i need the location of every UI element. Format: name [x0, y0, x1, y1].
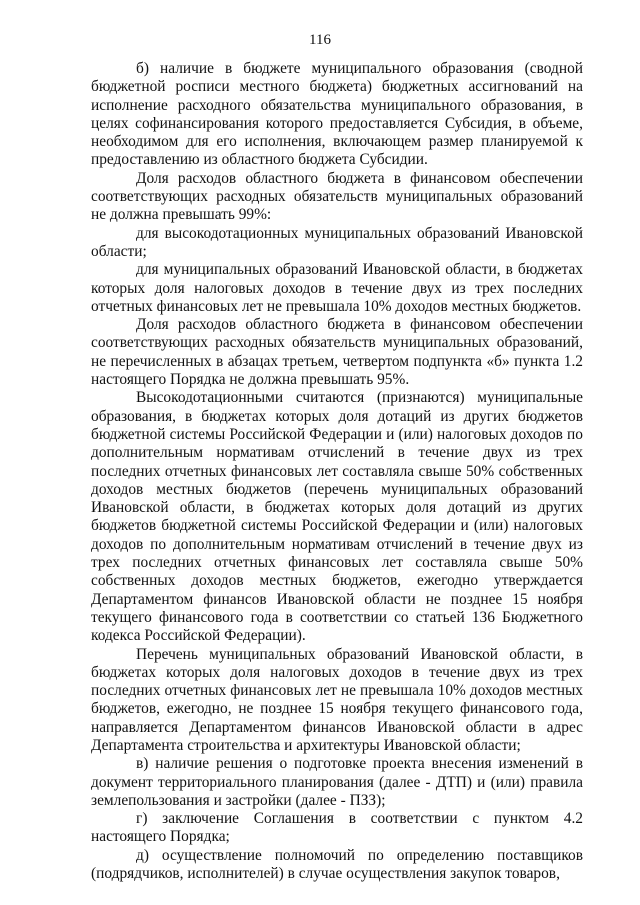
- page-number: 116: [309, 32, 331, 48]
- paragraph-highly-subsidized-definition: Высокодотационными считаются (признаются) муниципальные образования, в бюджетах которых доля дотаций из других бюджетов бюджетной системы Российской Федерации и (или) налоговых доходов по дополнительным нормативам отчислений в течение двух из трех последних отчетных финансовых лет составляла свыше 50% собственных доходов местных бюджетов (перечень муниципальных образований Ивановской области, в бюджетах которых доля дотаций из других бюджетов бюджетной системы Российской Федерации и (или) налоговых доходов по дополнительным нормативам отчислений в течение двух из трех последних отчетных финансовых лет составляла свыше 50% собственных доходов местных бюджетов, ежегодно утверждается Департаментом финансов Ивановской области не позднее 15 ноября текущего финансового года в соответствии со статьей 136 Бюджетного кодекса Российской Федерации).: [91, 389, 583, 645]
- paragraph-share-99-percent: Доля расходов областного бюджета в финансовом обеспечении соответствующих расходных обязательств муниципальных образований не должна превышать 99%:: [91, 169, 583, 224]
- paragraph-municipalities-list: Перечень муниципальных образований Ивановской области, в бюджетах которых доля налоговых доходов в течение двух из трех последних отчетных финансовых лет не превышала 10% доходов местных бюджетов, ежегодно, не позднее 15 ноября текущего финансового года, направляется Департаментом финансов Ивановской области в адрес Департамента строительства и архитектуры Ивановской области;: [91, 645, 583, 754]
- paragraph-highly-subsidized: для высокодотационных муниципальных образований Ивановской области;: [91, 224, 583, 260]
- paragraph-d-procurement: д) осуществление полномочий по определению поставщиков (подрядчиков, исполнителей) в случае осуществления закупок товаров,: [91, 846, 583, 883]
- paragraph-b-budget-allocations: б) наличие в бюджете муниципального образования (сводной бюджетной росписи местного бюджета) бюджетных ассигнований на исполнение расходного обязательства муниципального образования, в целях софинансирования которого предоставляется Субсидия, в объеме, необходимом для его исполнения, включающем размер планируемой к предоставлению из областного бюджета Субсидии.: [91, 60, 583, 169]
- document-body: [91, 60, 583, 883]
- paragraph-share-95-percent: Доля расходов областного бюджета в финансовом обеспечении соответствующих расходных обязательств муниципальных образований, не перечисленных в абзацах третьем, четвертом подпункта «б» пункта 1.2 настоящего Порядка не должна превышать 95%.: [91, 316, 583, 389]
- paragraph-v-planning-decision: в) наличие решения о подготовке проекта внесения изменений в документ территориального планирования (далее - ДТП) и (или) правила землепользования и застройки (далее - ПЗЗ);: [91, 755, 583, 809]
- paragraph-g-agreement: г) заключение Соглашения в соответствии с пунктом 4.2 настоящего Порядка;: [91, 810, 583, 846]
- paragraph-tax-revenue-10-percent: для муниципальных образований Ивановской области, в бюджетах которых доля налоговых доходов в течение двух из трех последних отчетных финансовых лет не превышала 10% доходов местных бюджетов.: [91, 261, 583, 315]
